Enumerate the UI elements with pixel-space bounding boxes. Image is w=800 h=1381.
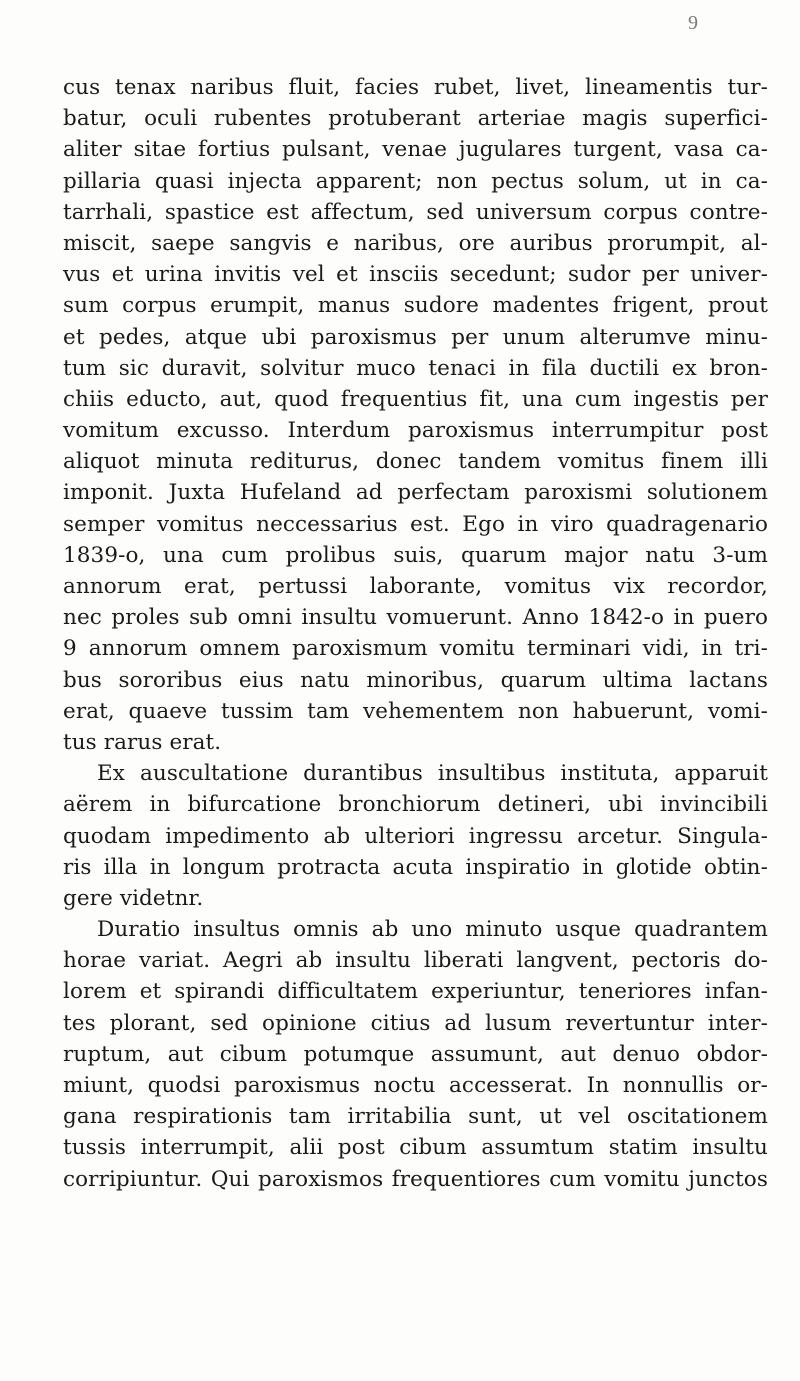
text-line: lorem et spirandi difficultatem experiuntur, teneriores infan-	[63, 979, 768, 1005]
text-line: corripiuntur. Qui paroxismos frequentiores cum vomitu junctos	[63, 1166, 768, 1192]
text-line: Duratio insultus omnis ab uno minuto usque quadrantem	[97, 917, 768, 943]
text-line: tus rarus erat.	[63, 729, 222, 755]
page-number: 9	[688, 12, 698, 34]
text-line: nec proles sub omni insultu vomuerunt. Anno 1842-o in puero	[63, 605, 768, 631]
text-line: vomitum excusso. Interdum paroxismus interrumpitur post	[63, 418, 768, 444]
text-line: miunt, quodsi paroxismus noctu accesserat. In nonnullis or-	[63, 1073, 768, 1098]
text-line: aërem in bifurcatione bronchiorum detineri, ubi invincibili	[63, 792, 768, 818]
text-line: tes plorant, sed opinione citius ad lusum revertuntur inter-	[63, 1010, 768, 1036]
text-line: tarrhali, spastice est affectum, sed universum corpus contre-	[63, 199, 768, 225]
text-line: erat, quaeve tussim tam vehementem non habuerunt, vomi-	[63, 698, 768, 724]
body-text	[63, 72, 768, 1195]
text-line: gere videtnr.	[63, 885, 204, 911]
text-line: bus sororibus eius natu minoribus, quarum ultima lactans	[63, 667, 768, 693]
text-line: 9 annorum omnem paroxismum vomitu terminari vidi, in tri-	[63, 636, 768, 662]
text-line: pillaria quasi injecta apparent; non pectus solum, ut in ca-	[63, 168, 768, 194]
text-line: quodam impedimento ab ulteriori ingressu arcetur. Singula-	[63, 823, 768, 849]
text-line: batur, oculi rubentes protuberant arteriae magis superfici-	[63, 106, 768, 132]
text-line: semper vomitus neccessarius est. Ego in viro quadragenario	[63, 511, 768, 537]
text-line: Ex auscultatione durantibus insultibus instituta, apparuit	[97, 761, 768, 787]
text-line: tum sic duravit, solvitur muco tenaci in fila ductili ex bron-	[63, 355, 768, 381]
text-line: sum corpus erumpit, manus sudore madentes frigent, prout	[63, 293, 768, 319]
text-line: ris illa in longum protracta acuta inspiratio in glotide obtin-	[63, 854, 768, 880]
text-line: gana respirationis tam irritabilia sunt, ut vel oscitationem	[63, 1104, 768, 1130]
text-line: ruptum, aut cibum potumque assumunt, aut denuo obdor-	[63, 1041, 768, 1067]
text-line: imponit. Juxta Hufeland ad perfectam paroxismi solutionem	[63, 480, 768, 506]
text-line: et pedes, atque ubi paroxismus per unum alterumve minu-	[63, 324, 768, 350]
text-line: tussis interrumpit, alii post cibum assumtum statim insultu	[63, 1135, 768, 1161]
text-line: aliter sitae fortius pulsant, venae jugulares turgent, vasa ca-	[63, 137, 768, 163]
text-line: cus tenax naribus fluit, facies rubet, livet, lineamentis tur-	[63, 75, 768, 100]
text-line: horae variat. Aegri ab insultu liberati langvent, pectoris do-	[63, 948, 768, 974]
text-line: chiis educto, aut, quod frequentius fit, una cum ingestis per	[63, 386, 768, 412]
text-line: annorum erat, pertussi laborante, vomitus vix recordor,	[63, 574, 768, 599]
text-line: miscit, saepe sangvis e naribus, ore auribus prorumpit, al-	[63, 230, 768, 256]
text-line: 1839-o, una cum prolibus suis, quarum major natu 3-um	[63, 542, 768, 568]
text-line: aliquot minuta rediturus, donec tandem vomitus finem illi	[63, 449, 768, 475]
text-line: vus et urina invitis vel et insciis secedunt; sudor per univer-	[63, 262, 768, 288]
